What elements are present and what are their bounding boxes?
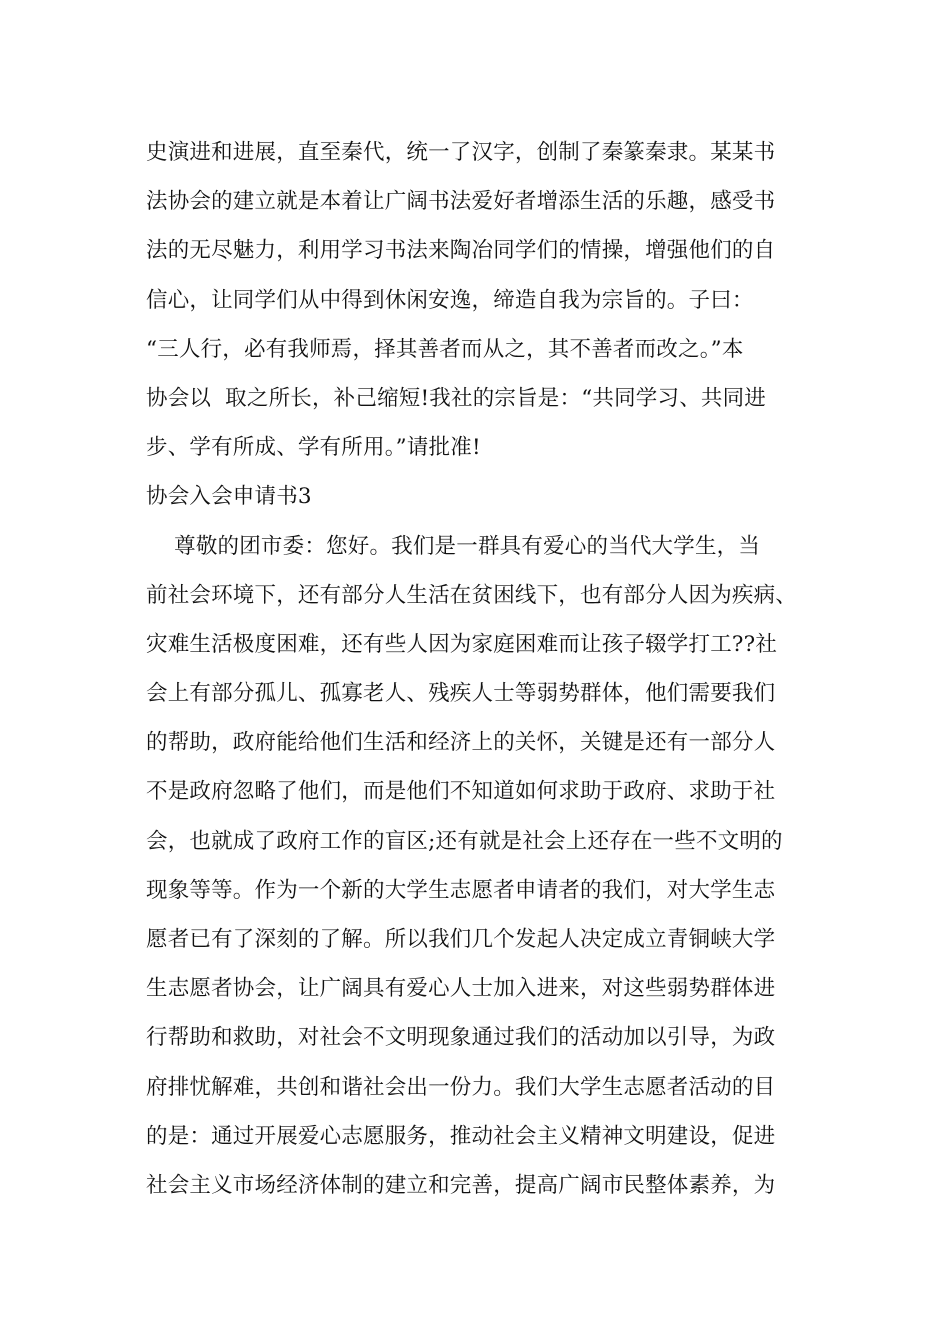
text-line: 会，也就成了政府工作的盲区;还有就是社会上还存在一些不文明的 bbox=[146, 828, 783, 854]
text-line: 史演进和进展，直至秦代，统一了汉字，创制了秦篆秦隶。某某书 bbox=[146, 140, 776, 165]
text-line: 不是政府忽略了他们，而是他们不知道如何求助于政府、求助于社 bbox=[146, 779, 776, 805]
text-line: 社会主义市场经济体制的建立和完善，提高广阔市民整体素养，为 bbox=[146, 1172, 776, 1198]
text-line: 灾难生活极度困难，还有些人因为家庭困难而让孩子辍学打工??社 bbox=[146, 631, 778, 657]
text-line: 前社会环境下，还有部分人生活在贫困线下，也有部分人因为疾病、 bbox=[146, 582, 798, 608]
document-body bbox=[146, 128, 846, 1210]
text-line: 法协会的建立就是本着让广阔书法爱好者增添生活的乐趣，感受书 bbox=[146, 189, 776, 215]
text-line: 行帮助和救助，对社会不文明现象通过我们的活动加以引导，为政 bbox=[146, 1025, 776, 1051]
text-line: 会上有部分孤儿、孤寡老人、残疾人士等弱势群体，他们需要我们 bbox=[146, 681, 776, 707]
text-line: 现象等等。作为一个新的大学生志愿者申请者的我们，对大学生志 bbox=[146, 877, 776, 903]
text-line: 尊敬的团市委：您好。我们是一群具有爱心的当代大学生，当 bbox=[146, 533, 761, 559]
text-line: 法的无尽魅力，利用学习书法来陶冶同学们的情操，增强他们的自 bbox=[146, 238, 776, 264]
text-line: 的帮助，政府能给他们生活和经济上的关怀，关键是还有一部分人 bbox=[146, 730, 776, 756]
text-line: 生志愿者协会，让广阔具有爱心人士加入进来，对这些弱势群体进 bbox=[146, 976, 776, 1002]
text-line: 的是：通过开展爱心志愿服务，推动社会主义精神文明建设，促进 bbox=[146, 1123, 776, 1149]
text-line: 愿者已有了深刻的了解。所以我们几个发起人决定成立青铜峡大学 bbox=[146, 927, 776, 952]
text-line: 府排忧解难，共创和谐社会出一份力。我们大学生志愿者活动的目 bbox=[146, 1074, 776, 1100]
text-line: 协会以 取之所长，补己缩短!我社的宗旨是：“共同学习、共同进 bbox=[146, 385, 767, 411]
text-line: 步、学有所成、学有所用。”请批准! bbox=[146, 435, 481, 461]
section-heading: 协会入会申请书3 bbox=[146, 484, 312, 510]
text-line: “三人行，必有我师焉，择其善者而从之，其不善者而改之。”本 bbox=[146, 336, 744, 362]
text-line: 信心，让同学们从中得到休闲安逸，缔造自我为宗旨的。子曰： bbox=[146, 287, 754, 313]
